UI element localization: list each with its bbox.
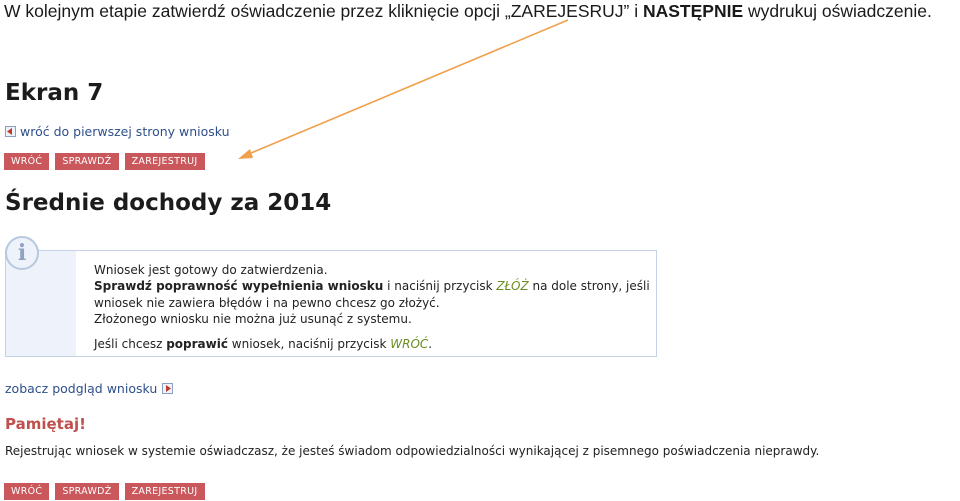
back-button-bottom[interactable]: WRÓĆ (4, 483, 49, 500)
screen-title: Ekran 7 (5, 80, 104, 106)
back-link-label: wróć do pierwszej strony wniosku (20, 124, 230, 139)
info-message (94, 262, 654, 352)
info-line-irreversible: Złożonego wniosku nie można już usunąć z systemu. (94, 311, 412, 326)
info-line-ready: Wniosek jest gotowy do zatwierdzenia. (94, 263, 328, 277)
preview-link-label: zobacz podgląd wniosku (5, 381, 158, 396)
section-title: Średnie dochody za 2014 (5, 190, 332, 216)
register-button[interactable]: ZAREJESTRUJ (125, 153, 205, 170)
preview-application-link[interactable] (5, 381, 173, 396)
caption-text: W kolejnym etapie zatwierdź oświadczenie przez kliknięcie opcji „ZAREJESRUJ” i (4, 1, 643, 21)
back-to-first-page-link[interactable] (5, 124, 230, 139)
info-line-check: Sprawdź poprawność wypełnienia wniosku i naciśnij przycisk ZŁÓŻ na dole strony, jeśli wniosek nie zawiera błędów i na pewno chcesz go złożyć. (94, 279, 650, 310)
check-button[interactable]: SPRAWDŹ (55, 153, 118, 170)
remember-text: Rejestrując wniosek w systemie oświadczasz, że jesteś świadom odpowiedzialności wynikającej z pisemnego poświadczenia nieprawdy. (5, 444, 820, 458)
info-icon: i (5, 236, 39, 270)
info-line-fix: Jeśli chcesz poprawić wniosek, naciśnij przycisk WRÓĆ. (94, 337, 433, 352)
top-button-bar (4, 153, 205, 170)
arrow-left-icon (5, 126, 16, 137)
bottom-button-bar (4, 483, 205, 500)
caption-text-end: wydrukuj oświadczenie. (743, 1, 932, 21)
remember-heading: Pamiętaj! (5, 415, 86, 433)
register-button-bottom[interactable]: ZAREJESTRUJ (125, 483, 205, 500)
arrow-right-icon (162, 383, 173, 394)
caption-bold: NASTĘPNIE (642, 1, 744, 21)
back-button[interactable]: WRÓĆ (4, 153, 49, 170)
check-button-bottom[interactable]: SPRAWDŹ (55, 483, 118, 500)
